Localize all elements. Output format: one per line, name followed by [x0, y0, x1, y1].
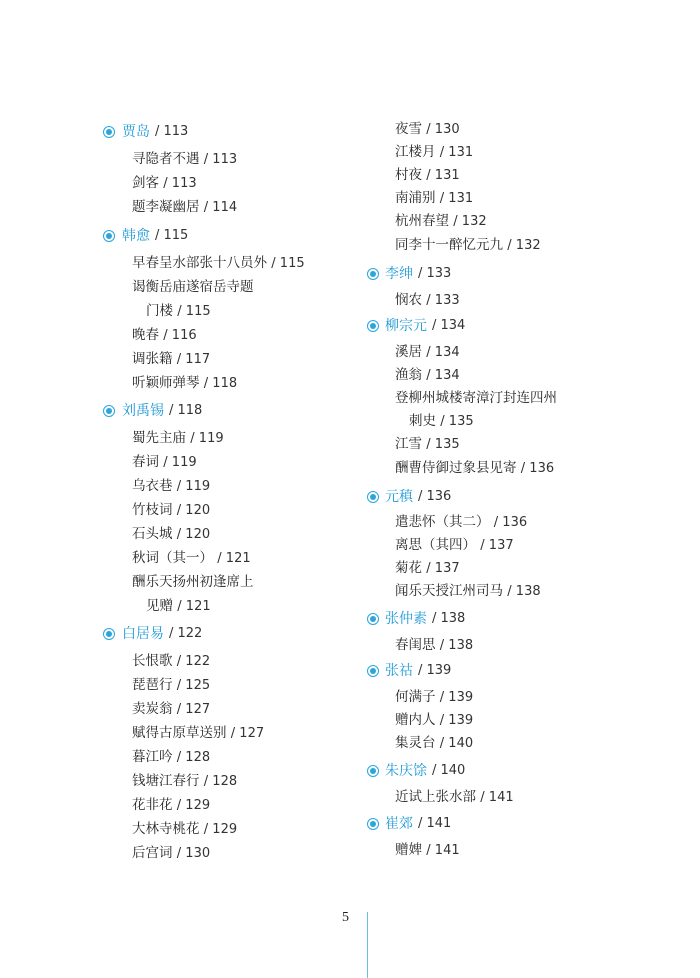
toc-author-entry: [355, 607, 685, 631]
poem-page-ref: / 113: [203, 152, 238, 167]
bullet-circle-icon: [367, 268, 379, 280]
poem-title: 题李凝幽居: [132, 199, 200, 215]
toc-poem-entry: [355, 209, 685, 233]
toc-poem-entry: [0, 522, 330, 546]
poem-page-ref: / 127: [230, 726, 265, 741]
toc-poem-entry: [355, 409, 685, 433]
poem-title-wrap: [132, 841, 210, 866]
poem-title-wrap: [395, 140, 473, 165]
poem-page-ref: / 115: [271, 256, 305, 271]
bullet-circle-icon: [367, 765, 379, 777]
poem-title-wrap: [132, 570, 254, 594]
poem-page-ref: / 121: [217, 551, 251, 566]
page-rule: [367, 912, 368, 978]
toc-author-entry: [0, 120, 330, 144]
author-page-ref: / 122: [169, 626, 203, 641]
poem-title-wrap: [132, 171, 197, 196]
poem-title-wrap: [132, 195, 237, 220]
toc-poem-entry: [0, 546, 330, 570]
author-page-ref: / 113: [155, 124, 189, 139]
toc-poem-entry: [355, 340, 685, 364]
poem-page-ref: / 140: [439, 736, 474, 751]
toc-author-entry: [0, 622, 330, 646]
toc-author-entry: [355, 759, 685, 783]
poem-page-ref: / 118: [203, 376, 238, 391]
poem-title-wrap: [132, 371, 237, 396]
author-name: 白居易: [122, 626, 164, 642]
poem-page-ref: / 137: [426, 561, 460, 576]
poem-title: 登柳州城楼寄漳汀封连四州: [395, 390, 557, 406]
poem-page-ref: / 141: [426, 843, 460, 858]
toc-poem-entry: [0, 594, 330, 618]
author-name: 朱庆馀: [385, 763, 427, 779]
poem-title-wrap: [395, 363, 460, 388]
poem-title-wrap: [132, 649, 210, 674]
poem-page-ref: / 132: [453, 214, 487, 229]
poem-title-wrap: [395, 117, 460, 142]
toc-poem-entry: [355, 708, 685, 732]
poem-title: 离思（其四）: [395, 537, 476, 553]
poem-title-wrap: [395, 288, 460, 313]
poem-page-ref: / 141: [480, 790, 514, 805]
toc-poem-entry: [0, 251, 330, 275]
poem-title-wrap: [395, 785, 514, 810]
poem-title: 江雪: [395, 436, 422, 452]
author-name: 李绅: [385, 266, 413, 282]
poem-title-wrap: [395, 233, 541, 258]
poem-title: 乌衣巷: [132, 478, 173, 494]
toc-poem-entry: [355, 838, 685, 862]
poem-title-wrap: [395, 163, 460, 188]
author-page-ref: / 133: [418, 266, 452, 281]
poem-title: 溪居: [395, 344, 422, 360]
poem-title: 谒衡岳庙遂宿岳寺题: [132, 279, 254, 295]
bullet-circle-icon: [367, 665, 379, 677]
poem-title-wrap: [395, 685, 473, 710]
page-number: 5: [342, 910, 349, 925]
poem-title-wrap: [132, 347, 210, 372]
author-page-ref: / 138: [432, 611, 466, 626]
poem-title: 闻乐天授江州司马: [395, 583, 503, 599]
poem-page-ref: / 116: [163, 328, 197, 343]
poem-title-wrap: [132, 498, 210, 523]
poem-title: 春词: [132, 454, 159, 470]
poem-title-wrap: [395, 633, 473, 658]
poem-title: 剑客: [132, 175, 159, 191]
poem-title: 赠内人: [395, 712, 436, 728]
toc-poem-entry: [0, 721, 330, 745]
bullet-circle-icon: [367, 613, 379, 625]
poem-title: 同李十一醉忆元九: [395, 237, 503, 253]
poem-title: 酬曹侍御过象县见寄: [395, 460, 517, 476]
poem-title-wrap: [132, 673, 210, 698]
poem-page-ref: / 125: [176, 678, 211, 693]
toc-poem-entry: [355, 456, 685, 480]
author-name: 贾岛: [122, 124, 150, 140]
poem-title-wrap: [132, 817, 237, 842]
poem-title: 竹枝词: [132, 502, 173, 518]
toc-poem-entry: [0, 347, 330, 371]
poem-page-ref: / 139: [439, 713, 474, 728]
poem-title: 渔翁: [395, 367, 422, 383]
poem-title: 花非花: [132, 797, 173, 813]
poem-page-ref: / 119: [163, 455, 197, 470]
poem-title-wrap: [395, 579, 541, 604]
poem-title-wrap: [132, 546, 251, 571]
toc-poem-entry: [0, 769, 330, 793]
poem-title-wrap: [395, 556, 460, 581]
author-name: 张祜: [385, 663, 413, 679]
bullet-circle-icon: [103, 230, 115, 242]
toc-author-entry: [0, 224, 330, 248]
poem-title-wrap: [132, 522, 210, 547]
toc-poem-entry: [0, 498, 330, 522]
poem-title: 何满子: [395, 689, 436, 705]
poem-page-ref: / 137: [480, 538, 514, 553]
toc-poem-entry: [355, 233, 685, 257]
toc-poem-entry: [355, 163, 685, 187]
poem-page-ref: / 122: [176, 654, 211, 669]
author-name: 张仲素: [385, 611, 427, 627]
toc-poem-entry: [355, 556, 685, 580]
toc-poem-entry: [355, 432, 685, 456]
poem-page-ref: / 133: [426, 293, 460, 308]
poem-page-ref: / 136: [520, 461, 555, 476]
poem-page-ref: / 127: [176, 702, 211, 717]
poem-title-wrap: [132, 251, 305, 276]
author-name: 崔郊: [385, 816, 413, 832]
poem-title: 琵琶行: [132, 677, 173, 693]
poem-title-wrap: [146, 594, 211, 619]
toc-poem-entry: [0, 841, 330, 865]
poem-title: 菊花: [395, 560, 422, 576]
poem-title-wrap: [395, 510, 527, 535]
poem-page-ref: / 128: [203, 774, 238, 789]
poem-title-wrap: [395, 340, 460, 365]
poem-title: 江楼月: [395, 144, 436, 160]
toc-poem-entry: [355, 510, 685, 534]
poem-title-wrap: [146, 299, 211, 324]
toc-poem-entry: [0, 570, 330, 594]
toc-poem-entry: [355, 288, 685, 312]
poem-title: 门楼: [146, 303, 173, 319]
poem-title: 调张籍: [132, 351, 173, 367]
poem-page-ref: / 120: [176, 527, 211, 542]
poem-title: 夜雪: [395, 121, 422, 137]
poem-title: 卖炭翁: [132, 701, 173, 717]
poem-title: 蜀先主庙: [132, 430, 186, 446]
poem-title-wrap: [132, 474, 210, 499]
bullet-circle-icon: [367, 320, 379, 332]
toc-poem-entry: [355, 633, 685, 657]
poem-title: 寻隐者不遇: [132, 151, 200, 167]
poem-title: 春闺思: [395, 637, 436, 653]
toc-poem-entry: [0, 745, 330, 769]
toc-poem-entry: [355, 579, 685, 603]
poem-page-ref: / 139: [439, 690, 474, 705]
poem-page-ref: / 131: [439, 145, 474, 160]
author-page-ref: / 141: [418, 816, 452, 831]
toc-poem-entry: [355, 785, 685, 809]
poem-title-wrap: [132, 147, 237, 172]
poem-title-wrap: [395, 533, 514, 558]
poem-title: 集灵台: [395, 735, 436, 751]
poem-title: 遣悲怀（其二）: [395, 514, 490, 530]
poem-title-wrap: [132, 426, 224, 451]
toc-poem-entry: [355, 117, 685, 141]
toc-poem-entry: [355, 533, 685, 557]
poem-page-ref: / 130: [426, 122, 460, 137]
poem-title: 石头城: [132, 526, 173, 542]
poem-title: 长恨歌: [132, 653, 173, 669]
bullet-circle-icon: [103, 126, 115, 138]
toc-poem-entry: [0, 649, 330, 673]
poem-page-ref: / 135: [426, 437, 460, 452]
toc-poem-entry: [355, 685, 685, 709]
author-page-ref: / 140: [432, 763, 466, 778]
poem-title: 大林寺桃花: [132, 821, 200, 837]
author-page-ref: / 134: [432, 318, 466, 333]
toc-poem-entry: [0, 171, 330, 195]
poem-title: 晚春: [132, 327, 159, 343]
toc-author-entry: [355, 485, 685, 509]
toc-author-entry: [0, 399, 330, 423]
poem-page-ref: / 131: [426, 168, 460, 183]
toc-poem-entry: [0, 474, 330, 498]
author-name: 刘禹锡: [122, 403, 164, 419]
poem-title-wrap: [132, 323, 197, 348]
poem-title-wrap: [409, 409, 474, 434]
poem-page-ref: / 132: [507, 238, 541, 253]
poem-title-wrap: [132, 697, 210, 722]
poem-page-ref: / 114: [203, 200, 238, 215]
bullet-circle-icon: [367, 818, 379, 830]
toc-poem-entry: [0, 299, 330, 323]
bullet-circle-icon: [103, 628, 115, 640]
poem-page-ref: / 134: [426, 345, 460, 360]
author-page-ref: / 118: [169, 403, 203, 418]
poem-page-ref: / 117: [176, 352, 211, 367]
poem-title-wrap: [395, 386, 557, 410]
poem-title-wrap: [395, 456, 554, 481]
poem-page-ref: / 115: [177, 304, 211, 319]
poem-page-ref: / 119: [190, 431, 224, 446]
poem-page-ref: / 120: [176, 503, 211, 518]
poem-page-ref: / 138: [439, 638, 474, 653]
poem-title-wrap: [395, 209, 487, 234]
author-name: 韩愈: [122, 228, 150, 244]
poem-page-ref: / 135: [440, 414, 474, 429]
toc-author-entry: [355, 262, 685, 286]
author-page-ref: / 115: [155, 228, 189, 243]
poem-title-wrap: [132, 450, 197, 475]
poem-page-ref: / 121: [177, 599, 211, 614]
toc-author-entry: [355, 812, 685, 836]
toc-poem-entry: [0, 793, 330, 817]
toc-poem-entry: [0, 371, 330, 395]
author-page-ref: / 136: [418, 489, 452, 504]
poem-title-wrap: [395, 186, 473, 211]
poem-title: 钱塘江春行: [132, 773, 200, 789]
author-name: 柳宗元: [385, 318, 427, 334]
poem-title: 村夜: [395, 167, 422, 183]
poem-title-wrap: [395, 432, 460, 457]
author-page-ref: / 139: [418, 663, 452, 678]
toc-author-entry: [355, 659, 685, 683]
poem-title: 酬乐天扬州初逢席上: [132, 574, 254, 590]
poem-title: 刺史: [409, 413, 436, 429]
poem-title: 南浦别: [395, 190, 436, 206]
toc-poem-entry: [355, 386, 685, 410]
toc-poem-entry: [355, 363, 685, 387]
poem-page-ref: / 119: [176, 479, 211, 494]
poem-page-ref: / 130: [176, 846, 211, 861]
poem-title-wrap: [132, 745, 210, 770]
toc-poem-entry: [0, 426, 330, 450]
poem-page-ref: / 129: [176, 798, 211, 813]
poem-title: 赋得古原草送别: [132, 725, 227, 741]
poem-title-wrap: [132, 769, 237, 794]
poem-title-wrap: [395, 731, 473, 756]
poem-title: 早春呈水部张十八员外: [132, 255, 267, 271]
poem-title-wrap: [395, 838, 460, 863]
poem-page-ref: / 138: [507, 584, 541, 599]
toc-poem-entry: [355, 731, 685, 755]
toc-poem-entry: [0, 673, 330, 697]
poem-title: 暮江吟: [132, 749, 173, 765]
poem-title: 悯农: [395, 292, 422, 308]
toc-poem-entry: [355, 140, 685, 164]
poem-title-wrap: [395, 708, 473, 733]
toc-poem-entry: [0, 450, 330, 474]
poem-title-wrap: [132, 275, 254, 299]
toc-poem-entry: [0, 817, 330, 841]
toc-poem-entry: [355, 186, 685, 210]
poem-title: 见赠: [146, 598, 173, 614]
poem-page-ref: / 128: [176, 750, 211, 765]
poem-page-ref: / 131: [439, 191, 474, 206]
toc-poem-entry: [0, 147, 330, 171]
poem-page-ref: / 136: [493, 515, 528, 530]
poem-page-ref: / 113: [163, 176, 197, 191]
poem-title-wrap: [132, 793, 210, 818]
author-name: 元稹: [385, 489, 413, 505]
toc-poem-entry: [0, 195, 330, 219]
bullet-circle-icon: [367, 491, 379, 503]
poem-title: 赠婢: [395, 842, 422, 858]
bullet-circle-icon: [103, 405, 115, 417]
poem-title: 后宫词: [132, 845, 173, 861]
poem-page-ref: / 129: [203, 822, 238, 837]
poem-title: 听颖师弹琴: [132, 375, 200, 391]
poem-page-ref: / 134: [426, 368, 460, 383]
toc-author-entry: [355, 314, 685, 338]
poem-title: 近试上张水部: [395, 789, 476, 805]
toc-poem-entry: [0, 697, 330, 721]
toc-poem-entry: [0, 275, 330, 299]
poem-title-wrap: [132, 721, 264, 746]
poem-title: 杭州春望: [395, 213, 449, 229]
toc-poem-entry: [0, 323, 330, 347]
poem-title: 秋词（其一）: [132, 550, 213, 566]
